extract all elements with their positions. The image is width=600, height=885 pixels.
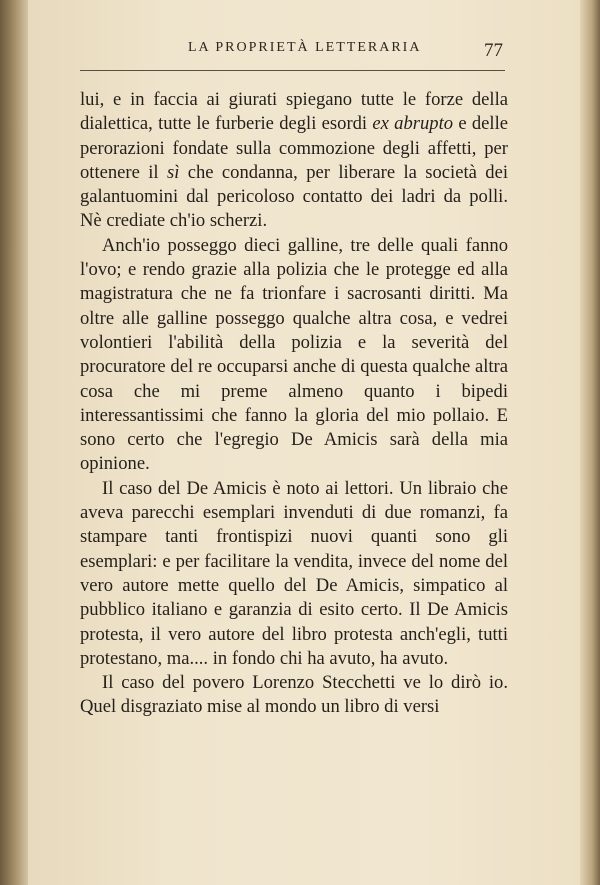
book-gutter <box>0 0 28 885</box>
italic-ex-abrupto: ex abrupto <box>372 113 454 135</box>
running-head: LA PROPRIETÀ LETTERARIA <box>188 40 422 55</box>
paragraph-2: Anch'io posseggo dieci galline, tre delle quali fanno l'ovo; e rendo grazie alla polizia che le protegge ed alla magistratura che ne fa trionfare i sacrosanti diritti. Ma oltre alle galline posseggo qualche altra cosa, e vedrei volontieri l'abilità della polizia e la severità del procuratore del re occuparsi anche di questa qualche altra cosa che mi preme almeno quanto i bipedi interessantissimi che fanno la gloria del mio pollaio. E sono certo che l'egregio De Amicis sarà della mia opinione. <box>80 234 508 475</box>
paragraph-1: lui, e in faccia ai giurati spiegano tutte le forze della dialettica, tutte le furberie degli esordi ex abrupto e delle perorazioni fondate sulla commozione degli affetti, per ottenere il sì che condanna, per liberare la società dei galantuomini dal pericoloso contatto dei ladri da polli. Nè crediate ch'io scherzi. <box>80 89 508 232</box>
paragraph-4: Il caso del povero Lorenzo Stecchetti ve lo dirò io. Quel disgraziato mise al mondo un libro di versi <box>80 672 508 718</box>
italic-si: sì <box>166 161 180 183</box>
header-rule <box>80 70 505 71</box>
paragraph-3: Il caso del De Amicis è noto ai lettori. Un libraio che aveva parecchi esemplari invenduti di due romanzi, fa stampare tanti frontispizi nuovi quanti sono gli esemplari: e per facilitare la vendita, invece del nome del vero autore mette quello del De Amicis, simpatico al pubblico italiano e garanzia di esito certo. Il De Amicis protesta, il vero autore del libro protesta anch'egli, tutti protestano, ma.... in fondo chi ha avuto, ha avuto. <box>80 477 508 669</box>
page-edge <box>580 0 600 885</box>
page-number: 77 <box>484 40 503 61</box>
body-text <box>80 88 508 720</box>
